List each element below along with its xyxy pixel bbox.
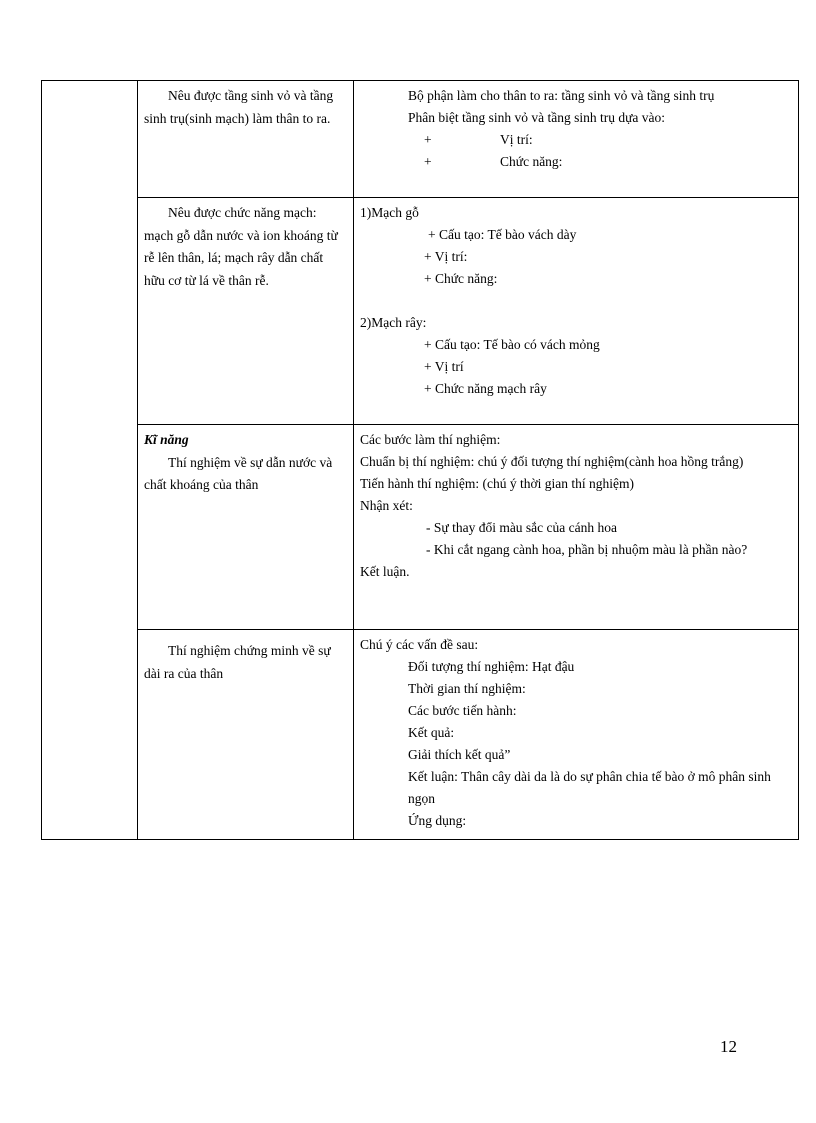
lesson-table (41, 80, 799, 840)
list-item: + Vị trí: (424, 249, 468, 264)
table-row (42, 81, 799, 198)
objective-text: Thí nghiệm chứng minh về sự dài ra của thân (144, 643, 331, 681)
bullet-symbol: + (424, 154, 432, 169)
bullet-item (360, 129, 792, 151)
dash-item: - Khi cắt ngang cành hoa, phần bị nhuộm màu là phần nào? (426, 542, 748, 557)
page-number: 12 (720, 1037, 737, 1056)
list-item: Kết luận: Thân cây dài da là do sự phân chia tế bào ở mô phân sinh ngọn (408, 769, 771, 806)
content-line: Bộ phận làm cho thân to ra: tầng sinh vỏ và tầng sinh trụ (408, 88, 715, 103)
dash-item: - Sự thay đổi màu sắc của cánh hoa (426, 520, 618, 535)
objective-cell (138, 81, 354, 198)
conclusion-line: Kết luận. (360, 564, 410, 579)
section-title: 1)Mạch gỗ (360, 205, 419, 220)
bullet-symbol: + (424, 132, 432, 147)
content-cell (354, 81, 799, 198)
list-item: Thời gian thí nghiệm: (408, 681, 526, 696)
table-row (42, 425, 799, 630)
list-item: + Cấu tạo: Tế bào vách dày (428, 227, 577, 242)
content-line: Tiến hành thí nghiệm: (chú ý thời gian thí nghiệm) (360, 476, 634, 491)
content-cell (354, 425, 799, 630)
table-row (42, 198, 799, 425)
objective-cell (138, 630, 354, 840)
content-cell (354, 630, 799, 840)
list-item: Giải thích kết quả” (408, 747, 511, 762)
content-line: Nhận xét: (360, 498, 413, 513)
objective-cell (138, 198, 354, 425)
list-item: Ứng dụng: (408, 813, 467, 828)
objective-text: Thí nghiệm về sự dẫn nước và chất khoáng của thân (144, 454, 333, 492)
list-item: + Chức năng mạch rây (424, 381, 547, 396)
bullet-text: Vị trí: (500, 132, 533, 147)
section-title: 2)Mạch rây: (360, 315, 427, 330)
list-item: + Cấu tạo: Tế bào có vách mỏng (424, 337, 600, 352)
content-line: Phân biệt tầng sinh vỏ và tầng sinh trụ dựa vào: (408, 110, 666, 125)
list-item: Đối tượng thí nghiệm: Hạt đậu (408, 659, 575, 674)
content-cell (354, 198, 799, 425)
content-line: Chú ý các vấn đề sau: (360, 637, 479, 652)
bullet-item (360, 151, 792, 173)
objective-text: Nêu được chức năng mạch: mạch gỗ dẫn nước và ion khoáng từ rễ lên thân, lá; mạch rây dẫn chất hữu cơ từ lá về thân rễ. (144, 205, 338, 288)
list-item: Kết quả: (408, 725, 455, 740)
blank-column-cell (42, 81, 138, 840)
content-line: Chuẩn bị thí nghiệm: chú ý đối tượng thí nghiệm(cành hoa hồng trắng) (360, 454, 744, 469)
content-line: Các bước làm thí nghiệm: (360, 432, 501, 447)
section-heading: Kĩ năng (144, 432, 189, 447)
objective-text: Nêu được tầng sinh vỏ và tầng sinh trụ(sinh mạch) làm thân to ra. (144, 88, 334, 126)
list-item: + Chức năng: (424, 271, 498, 286)
list-item: Các bước tiến hành: (408, 703, 517, 718)
table-row (42, 630, 799, 840)
objective-cell (138, 425, 354, 630)
list-item: + Vị trí (424, 359, 464, 374)
bullet-text: Chức năng: (500, 154, 563, 169)
